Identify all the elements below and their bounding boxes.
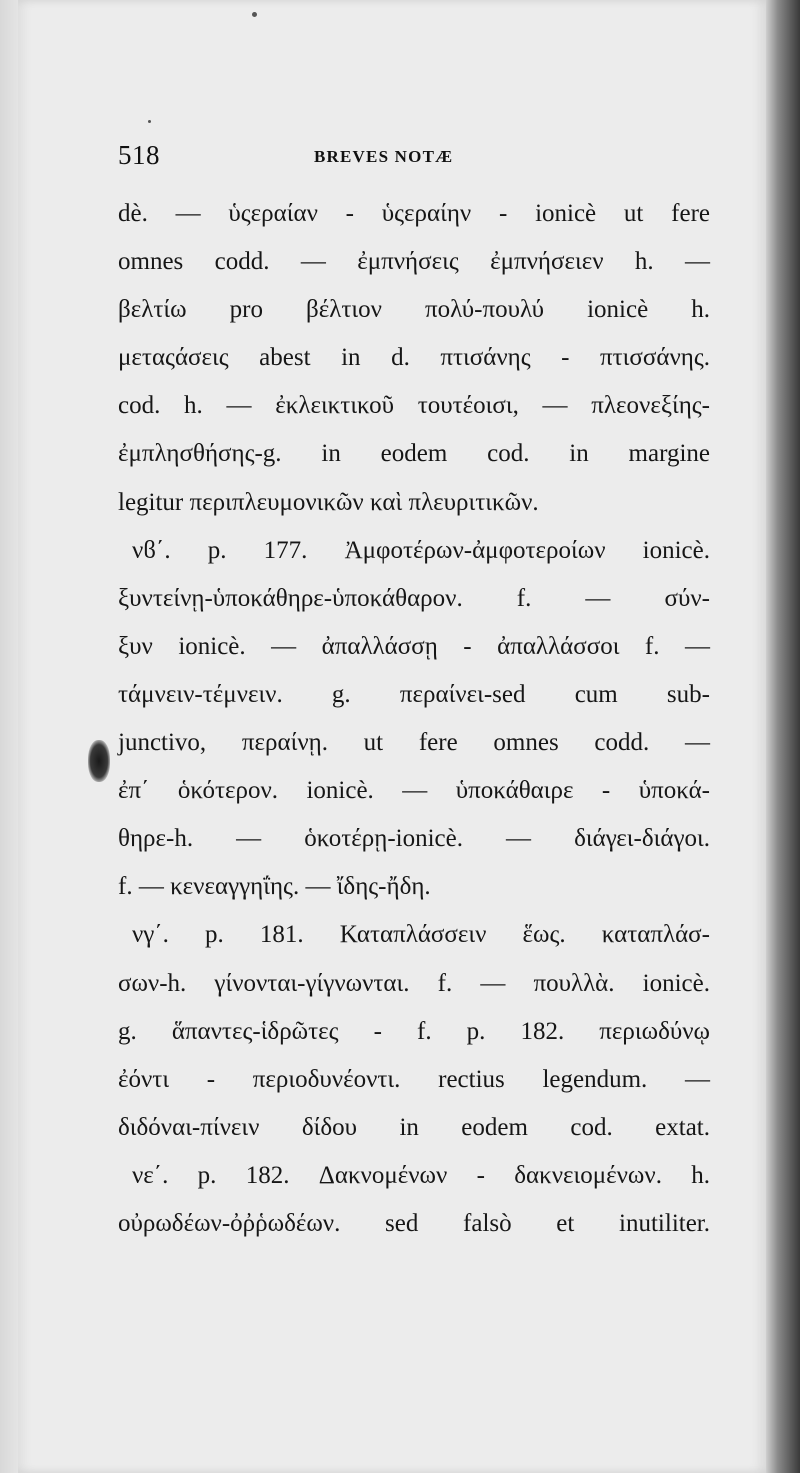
text-line: omnes codd. — ἐμπνήσεις ἐμπνήσειεν h. —	[118, 248, 710, 276]
text-line: διδόναι-πίνειν δίδου in eodem cod. extat.	[118, 1113, 710, 1141]
text-line: g. ἅπαντες-ἱδρῶτες - f. p. 182. περιωδύνῳ	[118, 1017, 710, 1045]
text-line: junctivo, περαίνῃ. ut fere omnes codd. —	[118, 729, 710, 757]
notes-text-block	[118, 190, 710, 1248]
text-line: ἐμπλησθήσης-g. in eodem cod. in margine	[118, 440, 710, 468]
page-left-margin	[0, 0, 18, 1473]
text-line: dè. — ὑςεραίαν - ὑςεραίην - ionicè ut fere	[118, 200, 710, 227]
text-line: ξυν ionicè. — ἀπαλλάσσῃ - ἀπαλλάσσοι f. —	[118, 632, 710, 660]
text-line: βελτίω pro βέλτιον πολύ-πουλύ ionicè h.	[118, 296, 710, 324]
text-line: οὐρωδέων-ὀῤῥωδέων. sed falsò et inutiliter.	[118, 1209, 710, 1237]
text-line: cod. h. — ἐκλεικτικοῦ τουτέοισι, — πλεονεξίης-	[118, 392, 710, 420]
page-header	[118, 140, 708, 180]
text-line: legitur περιπλευμονικῶν καὶ πλευριτικῶν.	[118, 488, 539, 516]
text-line: ἐπ΄ ὁκότερον. ionicè. — ὑποκάθαιρε - ὑποκά-	[118, 777, 710, 805]
text-line: f. — κενεαγγηΐης. — ἴδης-ἤδη.	[118, 873, 431, 901]
ink-blot	[88, 740, 110, 782]
text-line: νγ΄. p. 181. Καταπλάσσειν ἕως. καταπλάσ-	[132, 921, 710, 949]
book-gutter-shadow	[766, 0, 800, 1473]
text-line: θηρε-h. — ὁκοτέρῃ-ionicè. — διάγει-διάγοι.	[118, 825, 710, 853]
paper-speck	[252, 12, 257, 17]
paper-speck	[148, 120, 151, 123]
text-line: νε΄. p. 182. Δακνομένων - δακνειομένων. h.	[132, 1161, 710, 1189]
text-line: μεταςάσεις abest in d. πτισάνης - πτισσάνης.	[118, 344, 710, 372]
text-line: ἐόντι - περιοδυνέοντι. rectius legendum. —	[118, 1065, 710, 1093]
text-line: νϐ΄. p. 177. Ἀμφοτέρων-ἀμφοτεροίων ionicè.	[132, 536, 710, 564]
text-line: τάμνειν-τέμνειν. g. περαίνει-sed cum sub-	[118, 680, 710, 708]
text-line: ξυντείνῃ-ὑποκάθηρε-ὑποκάθαρον. f. — σύν-	[118, 584, 710, 612]
running-head: BREVES NOTÆ	[314, 147, 454, 166]
page-number: 518	[118, 140, 160, 170]
text-line: σων-h. γίνονται-γίγνωνται. f. — πουλλὰ. ionicè.	[118, 969, 710, 997]
